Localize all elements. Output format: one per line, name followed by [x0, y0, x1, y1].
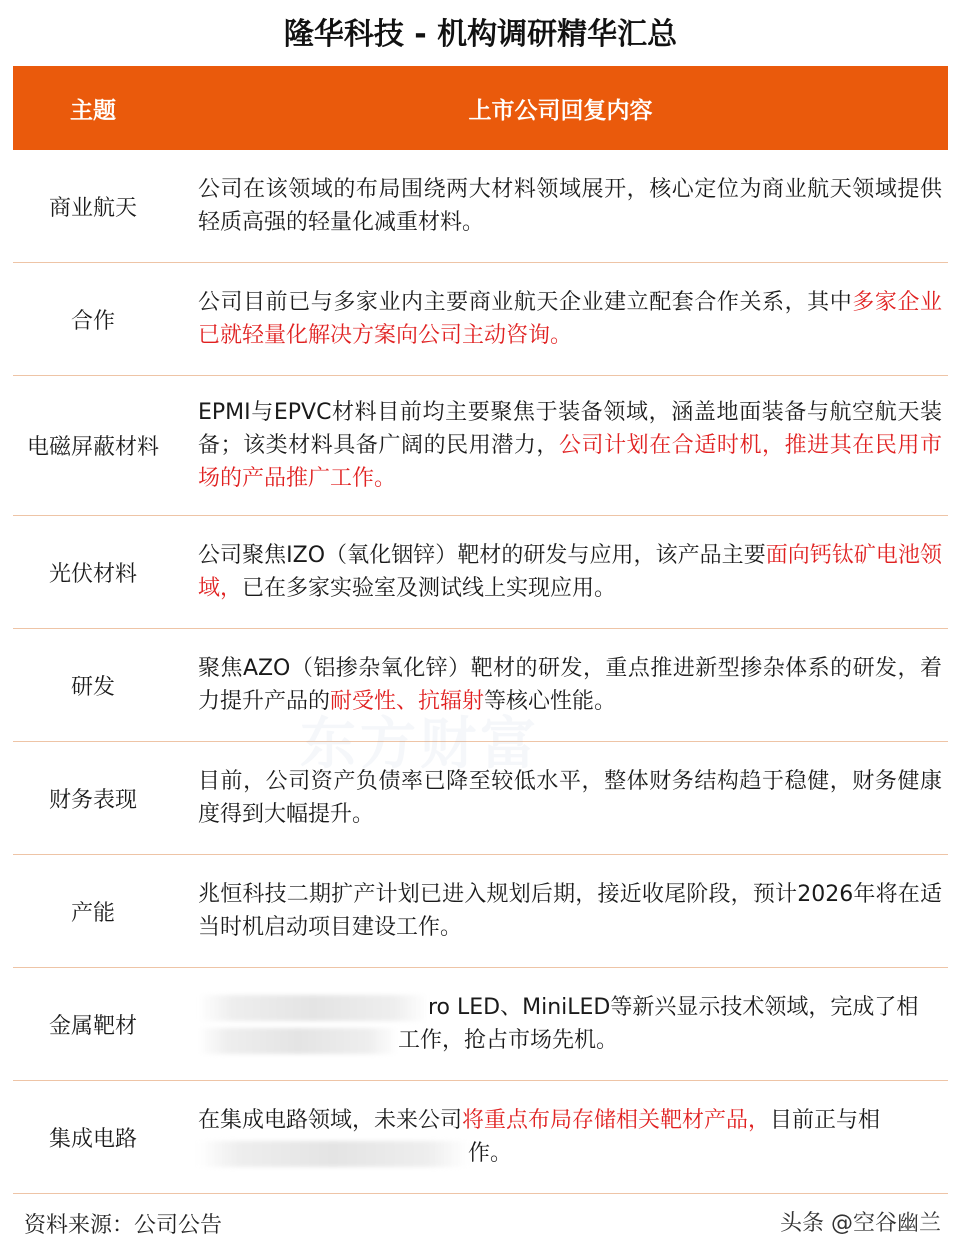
header-topic: 主题 [70, 97, 116, 124]
page-title: 隆华科技 - 机构调研精华汇总 [283, 17, 678, 52]
body-text: 聚焦AZO（铝掺杂氧化锌）靶材的研发，重点推进新型掺杂体系的研发，着力提升产品的 [198, 656, 942, 714]
row-content [173, 1104, 948, 1170]
table-row [13, 855, 948, 968]
table-row [13, 516, 948, 629]
content-line [198, 991, 942, 1024]
table-row [13, 150, 948, 263]
redacted-text [198, 995, 428, 1021]
table-row [13, 742, 948, 855]
table-row [13, 968, 948, 1081]
content-line [198, 1024, 942, 1057]
body-text: 在集成电路领域，未来公司 [198, 1108, 463, 1133]
row-content [173, 991, 948, 1057]
redacted-text [198, 1028, 398, 1054]
table-row [13, 1081, 948, 1194]
header-reply: 上市公司回复内容 [468, 97, 653, 124]
row-topic: 财务表现 [48, 787, 137, 813]
table-header [13, 66, 948, 150]
row-topic: 产能 [70, 900, 115, 926]
body-text: EPMI与EPVC材料目前均主要聚焦于装备领域，涵盖地面装备与航空航天装备；该类材料具备广阔的民用潜力， [198, 400, 942, 458]
body-text: ro LED、MiniLED等新兴显示技术领域，完成了相 [428, 995, 919, 1020]
footer-author: 头条 @空谷幽兰 [780, 1211, 941, 1236]
highlight-text: 多家企业已就轻量化解决方案向公司主动咨询。 [198, 290, 942, 348]
row-content [173, 286, 948, 352]
body-text: 兆恒科技二期扩产计划已进入规划后期，接近收尾阶段，预计2026年将在适当时机启动项目建设工作。 [198, 882, 942, 940]
row-topic: 光伏材料 [48, 561, 137, 587]
watermark: 东方财富 [300, 712, 540, 777]
redacted-text [198, 1141, 468, 1167]
table-row [13, 263, 948, 376]
table-row [13, 376, 948, 516]
body-text: 公司目前已与多家业内主要商业航天企业建立配套合作关系，其中 [198, 290, 853, 315]
row-content [173, 173, 948, 239]
row-topic: 合作 [70, 308, 115, 334]
body-text: 已在多家实验室及测试线上实现应用。 [242, 576, 617, 601]
row-topic: 电磁屏蔽材料 [26, 435, 159, 460]
row-topic: 集成电路 [48, 1126, 137, 1152]
row-topic: 金属靶材 [48, 1013, 137, 1039]
table-row [13, 629, 948, 742]
body-text: 公司在该领域的布局围绕两大材料领域展开，核心定位为商业航天领域提供轻质高强的轻量化减重材料。 [198, 177, 942, 235]
content-line [198, 1104, 942, 1137]
content-line [198, 1137, 942, 1170]
highlight-text: 公司计划在合适时机，推进其在民用市场的产品推广工作。 [198, 433, 942, 491]
highlight-text: 面向钙钛矿电池领域， [198, 543, 942, 601]
body-text: 等核心性能。 [484, 689, 617, 714]
footer-source: 资料来源：公司公告 [24, 1213, 223, 1238]
row-content [173, 878, 948, 944]
table-body [13, 150, 948, 1194]
highlight-text: 耐受性、抗辐射 [330, 689, 485, 714]
row-topic: 研发 [70, 674, 115, 700]
row-topic: 商业航天 [48, 195, 137, 221]
row-content [173, 539, 948, 605]
body-text: 工作，抢占市场先机。 [398, 1028, 619, 1053]
row-content [173, 765, 948, 831]
body-text: 公司聚焦IZO（氧化铟锌）靶材的研发与应用，该产品主要 [198, 543, 766, 568]
body-text: 目前正与相 [770, 1108, 881, 1133]
highlight-text: 将重点布局存储相关靶材产品， [462, 1108, 771, 1133]
body-text: 目前，公司资产负债率已降至较低水平，整体财务结构趋于稳健，财务健康度得到大幅提升。 [198, 769, 942, 827]
summary-table [13, 66, 948, 1194]
row-content [173, 652, 948, 718]
body-text: 作。 [468, 1141, 513, 1166]
row-content [173, 396, 948, 495]
